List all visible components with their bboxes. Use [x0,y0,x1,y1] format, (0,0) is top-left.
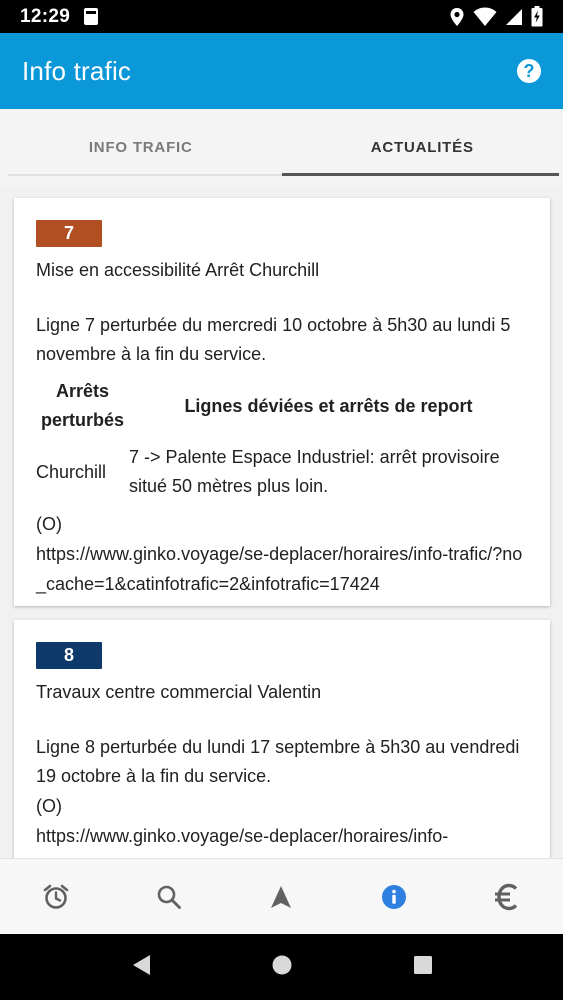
page-title: Info trafic [22,55,132,86]
bottom-navigation [0,858,563,934]
news-card[interactable] [14,620,550,858]
news-description: Ligne 7 perturbée du mercredi 10 octobre à 5h30 au lundi 5 novembre à la fin du service. [36,315,511,364]
news-body [36,311,528,599]
app-bar [0,33,563,109]
nav-alarm[interactable] [26,867,86,927]
status-icons [449,6,543,27]
alarm-clock-icon [42,883,70,911]
tab-label: INFO TRAFIC [88,139,193,156]
signal-icon [505,8,523,26]
search-icon [156,884,182,910]
tab-actualites[interactable] [282,109,563,186]
home-button[interactable] [271,954,293,981]
battery-icon [531,6,543,27]
table-header-detours: Lignes déviées et arrêts de report [184,395,473,416]
news-body [36,733,528,851]
nav-info[interactable] [364,867,424,927]
tab-label: ACTUALITÉS [370,139,474,156]
line-badge: 8 [36,642,102,669]
active-tab-indicator [282,173,560,176]
news-url-link[interactable]: https://www.ginko.voyage/se-deplacer/horaires/info- [36,826,449,846]
wifi-icon [473,7,497,27]
location-icon [449,7,465,27]
tab-info-trafic[interactable] [0,109,282,186]
line-badge: 7 [36,220,102,247]
recents-square-icon [412,954,434,976]
system-navigation-bar [0,934,563,1000]
news-description: Ligne 8 perturbée du lundi 17 septembre à 5h30 au vendredi 19 octobre à la fin du service. [36,737,520,786]
recents-button[interactable] [412,954,434,981]
home-circle-icon [271,954,293,976]
news-title: Mise en accessibilité Arrêt Churchill [36,260,320,280]
table-cell-detour: 7 -> Palente Espace Industriel: arrêt provisoire situé 50 mètres plus loin. [129,447,500,496]
euro-icon [494,883,520,911]
nav-search[interactable] [139,867,199,927]
tab-divider [8,174,282,176]
news-marker: (O) [36,796,62,816]
table-cell-stop: Churchill [36,461,107,482]
news-url-link[interactable]: https://www.ginko.voyage/se-deplacer/horaires/info-trafic/?no_cache=1&catinfotrafic=2&infotrafic=17424 [36,544,523,594]
news-marker: (O) [36,514,62,534]
back-triangle-icon [130,953,152,977]
news-card[interactable] [14,198,550,606]
table-header-stops: Arrêts perturbés [40,381,125,430]
navigation-arrow-icon [270,885,292,909]
help-icon[interactable]: ? [517,59,541,83]
news-title: Travaux centre commercial Valentin [36,682,322,702]
status-bar [0,0,563,33]
status-time: 12:29 [20,5,71,27]
nav-navigation[interactable] [251,867,311,927]
disruption-table [36,373,528,505]
news-list[interactable] [0,186,563,858]
table-row [36,439,528,505]
info-icon [381,884,407,910]
tab-bar [0,109,563,186]
back-button[interactable] [130,953,152,982]
nav-tickets[interactable] [477,867,537,927]
sd-card-icon [84,8,98,25]
